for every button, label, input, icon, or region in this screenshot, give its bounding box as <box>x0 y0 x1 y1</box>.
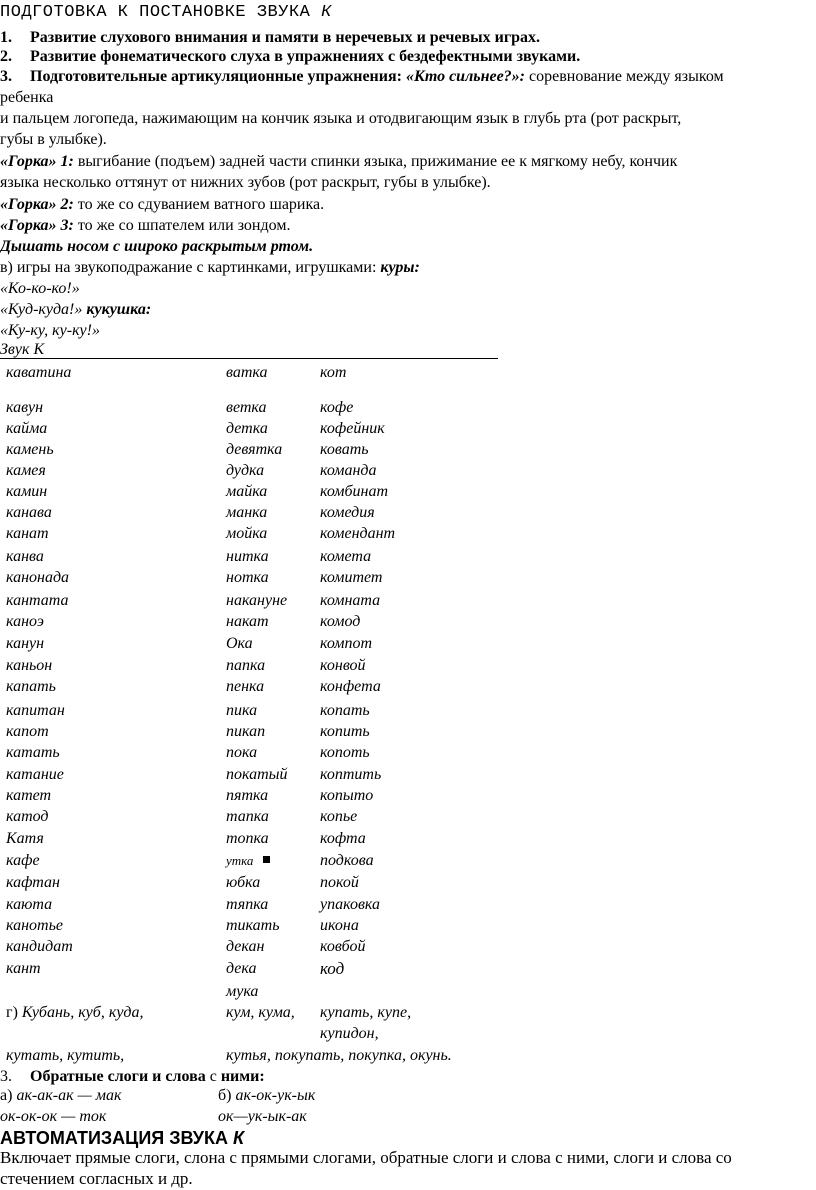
word-cell: накат <box>226 613 269 630</box>
word-cell: кофе <box>320 399 354 416</box>
item-number: 3. <box>0 1068 12 1085</box>
word-cell: канонада <box>6 569 70 586</box>
word-cell: комбинат <box>320 483 389 500</box>
word-cell: ветка <box>226 399 267 416</box>
word-cell: катание <box>6 766 64 783</box>
word-cell: нотка <box>226 569 269 586</box>
g-row <box>6 1003 143 1023</box>
word-cell: канава <box>6 504 52 521</box>
word-cell: майка <box>226 483 268 500</box>
paragraph-line: ребенка <box>0 89 54 106</box>
automation-text: стечением согласных и др. <box>0 1169 193 1188</box>
word-cell: коптить <box>320 766 382 783</box>
word-cell: дудка <box>226 462 265 479</box>
square-bullet-icon <box>263 856 270 863</box>
games-kury: куры: <box>380 259 420 276</box>
word-cell: мойка <box>226 525 268 542</box>
kudkuda-text: «Куд-куда!» <box>0 301 87 318</box>
item-number: 2. <box>0 48 12 65</box>
word-cell: ватка <box>226 364 268 381</box>
title-letter: К <box>321 3 332 22</box>
word-cell: комендант <box>320 525 396 542</box>
word-cell: покатый <box>226 766 288 783</box>
automation-text: Включает прямые слоги, слона с прямыми слогами, обратные слоги и слова с ними, слоги и слова со <box>0 1148 732 1167</box>
word-cell: камень <box>6 441 54 458</box>
paragraph-line: и пальцем логопеда, нажимающим на кончик языка и отодвигающим язык в глубь рта (рот раскрыт, <box>0 110 682 127</box>
word-cell: кофта <box>320 830 366 847</box>
kukushka-label: кукушка: <box>86 301 152 318</box>
syllable-row-a1 <box>0 1086 121 1106</box>
item-number: 3. <box>0 68 12 85</box>
word-cell: кавун <box>6 399 44 416</box>
word-cell: кайма <box>6 420 48 437</box>
word-cell: кутья, покупать, покупка, окунь. <box>226 1047 452 1064</box>
word-cell: тяпка <box>226 896 269 913</box>
word-cell: комета <box>320 548 372 565</box>
games-intro <box>0 258 420 278</box>
word-cell: кот <box>320 364 347 381</box>
word-cell: утка <box>226 853 254 868</box>
a2: ок-ок-ок — ток <box>0 1108 107 1125</box>
word-cell: копоть <box>320 744 370 761</box>
a-prefix: а) <box>0 1087 17 1104</box>
gorka-2-label: «Горка» 2: <box>0 196 74 213</box>
word-cell: кафтан <box>6 874 60 891</box>
word-cell: пика <box>226 702 258 719</box>
word-cell: декан <box>226 938 265 955</box>
title-text: ПОДГОТОВКА К ПОСТАНОВКЕ ЗВУКА <box>0 3 322 22</box>
word-cell: кум, кума, <box>226 1004 295 1021</box>
word-cell: упаковка <box>320 896 381 913</box>
word-cell: катать <box>6 744 60 761</box>
word-cell: ковбой <box>320 938 366 955</box>
reverse-nimi: ними: <box>216 1068 265 1085</box>
item-game-name: «Кто сильнее?»: <box>405 68 526 85</box>
word-cell: конвой <box>320 657 366 674</box>
onomatopoeia-kudkuda <box>0 300 151 320</box>
word-cell: папка <box>226 657 266 674</box>
word-cell: пятка <box>226 787 269 804</box>
gorka-1 <box>0 152 677 172</box>
gorka-1-label: «Горка» 1: <box>0 153 74 170</box>
gorka-2-text: то же со сдуванием ватного шарика. <box>73 196 325 213</box>
word-cell: Ока <box>226 635 253 652</box>
word-cell: икона <box>320 917 359 934</box>
word-cell: комитет <box>320 569 383 586</box>
automation-heading-letter: К <box>232 1128 245 1148</box>
word-cell: каватина <box>6 364 72 381</box>
word-cell: тикать <box>226 917 280 934</box>
word-cell: капот <box>6 723 49 740</box>
g-words: Кубань, куб, куда, <box>21 1004 144 1021</box>
word-cell: копать <box>320 702 370 719</box>
word-cell: каньон <box>6 657 53 674</box>
list-item <box>0 67 724 87</box>
word-cell: кафе <box>6 852 40 869</box>
b1: ак-ок-ук-ык <box>235 1087 316 1104</box>
word-cell: канва <box>6 548 44 565</box>
word-cell: команда <box>320 462 377 479</box>
games-intro-text: в) игры на звукоподражание с картинками, игрушками: <box>0 259 381 276</box>
word-cell: капитан <box>6 702 65 719</box>
word-cell: дека <box>226 960 257 977</box>
heading-underline <box>0 358 498 359</box>
syllable-row-b1 <box>218 1086 315 1106</box>
word-cell: кутать, кутить, <box>6 1047 125 1064</box>
word-cell: подкова <box>320 852 374 869</box>
word-cell: мука <box>226 983 259 1000</box>
word-cell: конфета <box>320 678 381 695</box>
word-cell-with-marker <box>226 851 270 871</box>
word-cell: нитка <box>226 548 269 565</box>
word-cell: кантата <box>6 592 69 609</box>
list-item <box>0 47 580 67</box>
word-cell: Катя <box>6 830 44 847</box>
word-cell: кофейник <box>320 420 385 437</box>
onomatopoeia-kuku: «Ку-ку, ку-ку!» <box>0 322 100 339</box>
g-prefix: г) <box>6 1004 22 1021</box>
word-cell: комедия <box>320 504 375 521</box>
word-cell: копье <box>320 808 358 825</box>
word-cell: компот <box>320 635 373 652</box>
item-number: 1. <box>0 29 12 46</box>
reverse-syllables-heading <box>0 1067 265 1087</box>
word-cell: каюта <box>6 896 53 913</box>
paragraph-line: губы в улыбке). <box>0 131 107 148</box>
sound-heading: Звук К <box>0 341 45 358</box>
word-cell: топка <box>226 830 269 847</box>
word-cell: манка <box>226 504 268 521</box>
gorka-1-cont: языка несколько оттянут от нижних зубов (рот раскрыт, губы в улыбке). <box>0 174 491 191</box>
word-cell: пикап <box>226 723 266 740</box>
reverse-with: с <box>209 1068 217 1085</box>
word-cell: покой <box>320 874 359 891</box>
item-text: Развитие слухового внимания и памяти в неречевых и речевых играх. <box>30 29 541 46</box>
a1: ак-ак-ак — мак <box>16 1087 122 1104</box>
gorka-2 <box>0 195 324 215</box>
word-cell: детка <box>226 420 268 437</box>
word-cell: катет <box>6 787 52 804</box>
breathing-instruction: Дышать носом с широко раскрытым ртом. <box>0 238 314 255</box>
word-cell: девятка <box>226 441 283 458</box>
word-cell: кандидат <box>6 938 73 955</box>
page-title <box>0 3 332 23</box>
word-cell: копыто <box>320 787 374 804</box>
word-cell: капать <box>6 678 56 695</box>
word-cell: тапка <box>226 808 269 825</box>
gorka-3-label: «Горка» 3: <box>0 217 74 234</box>
word-cell: камин <box>6 483 48 500</box>
gorka-3-text: то же со шпателем или зондом. <box>73 217 291 234</box>
word-cell: канун <box>6 635 45 652</box>
word-cell: накануне <box>226 592 288 609</box>
item-text: Развитие фонематического слуха в упражнениях с бездефектными звуками. <box>30 48 581 65</box>
automation-heading-text: АВТОМАТИЗАЦИЯ ЗВУКА <box>0 1128 233 1148</box>
b-prefix: б) <box>218 1087 236 1104</box>
word-cell: камея <box>6 462 46 479</box>
word-cell: катод <box>6 808 49 825</box>
gorka-3 <box>0 216 290 236</box>
word-cell: код <box>320 959 345 978</box>
word-cell: комната <box>320 592 381 609</box>
gorka-1-text: выгибание (подъем) задней части спинки языка, прижимание ее к мягкому небу, кончик <box>73 153 678 170</box>
word-cell: купать, купе, <box>320 1004 412 1021</box>
word-cell: купидон, <box>320 1025 379 1042</box>
b2: ок—ук-ык-ак <box>218 1108 307 1125</box>
word-cell: канотье <box>6 917 63 934</box>
word-cell: копить <box>320 723 370 740</box>
automation-heading <box>0 1127 244 1149</box>
word-cell: кант <box>6 960 41 977</box>
word-cell: юбка <box>226 874 261 891</box>
list-item <box>0 28 540 48</box>
reverse-label: Обратные слоги и слова <box>30 1068 210 1085</box>
word-cell: пока <box>226 744 258 761</box>
word-cell: ковать <box>320 441 369 458</box>
onomatopoeia-kokoko: «Ко-ко-ко!» <box>0 280 80 297</box>
item-rest: соревнование между языком <box>525 68 724 85</box>
item-text: Подготовительные артикуляционные упражнения: <box>30 68 402 85</box>
word-cell: пенка <box>226 678 265 695</box>
word-cell: канат <box>6 525 49 542</box>
word-cell: комод <box>320 613 361 630</box>
word-cell: каноэ <box>6 613 44 630</box>
